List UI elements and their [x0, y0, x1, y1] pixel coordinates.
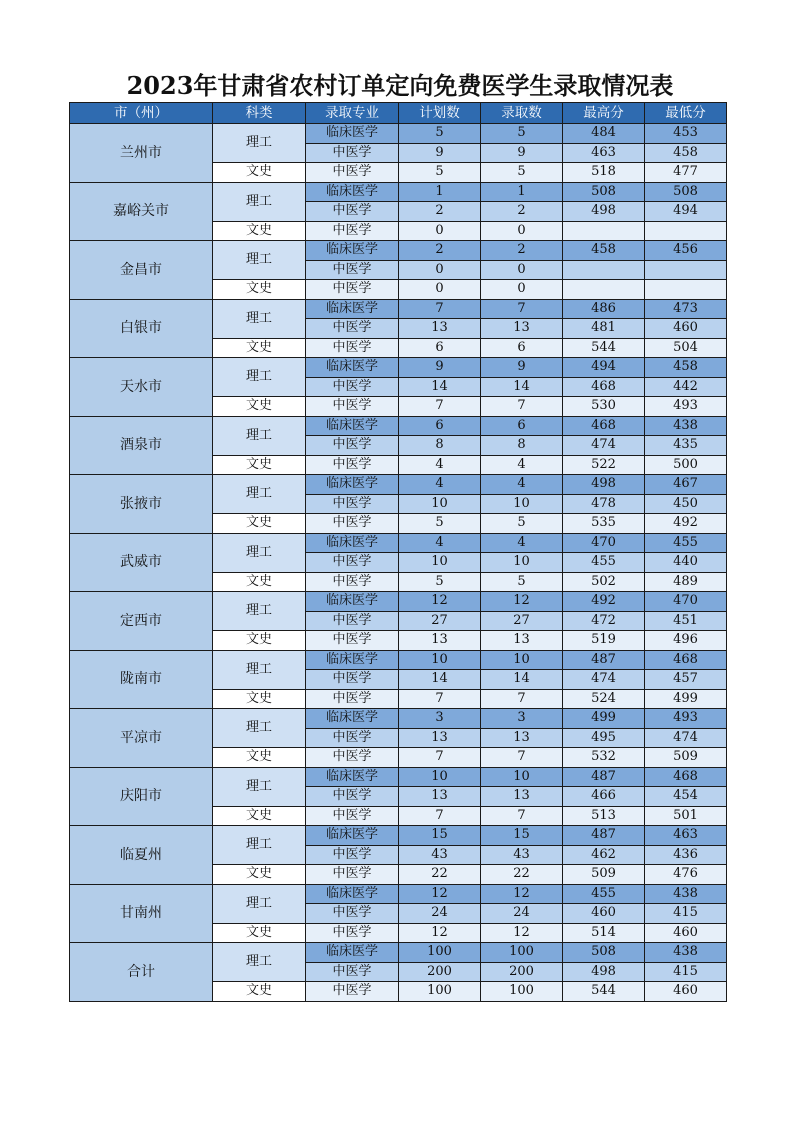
plan-count-cell: 0 [399, 221, 481, 241]
admit-count-cell: 13 [481, 319, 563, 339]
max-score-cell [563, 260, 645, 280]
max-score-cell: 455 [563, 884, 645, 904]
plan-count-cell: 5 [399, 163, 481, 183]
admit-count-cell: 9 [481, 358, 563, 378]
plan-count-cell: 24 [399, 904, 481, 924]
min-score-cell: 460 [645, 982, 727, 1002]
city-cell: 庆阳市 [70, 767, 213, 826]
major-cell: 中医学 [306, 923, 399, 943]
min-score-cell: 501 [645, 806, 727, 826]
min-score-cell: 467 [645, 475, 727, 495]
header-row [70, 103, 727, 124]
admit-count-cell: 1 [481, 182, 563, 202]
city-cell: 临夏州 [70, 826, 213, 885]
major-cell: 中医学 [306, 611, 399, 631]
major-cell: 中医学 [306, 514, 399, 534]
min-score-cell [645, 280, 727, 300]
admit-count-cell: 43 [481, 845, 563, 865]
subject-type-cell: 理工 [213, 533, 306, 572]
page-title: 2023年甘肃省农村订单定向免费医学生录取情况表 [126, 71, 674, 100]
major-cell: 临床医学 [306, 826, 399, 846]
admit-count-cell: 12 [481, 923, 563, 943]
major-cell: 中医学 [306, 670, 399, 690]
min-score-cell: 415 [645, 962, 727, 982]
plan-count-cell: 14 [399, 670, 481, 690]
admit-count-cell: 2 [481, 202, 563, 222]
admit-count-cell: 22 [481, 865, 563, 885]
admit-count-cell: 10 [481, 650, 563, 670]
city-cell: 合计 [70, 943, 213, 1002]
plan-count-cell: 27 [399, 611, 481, 631]
plan-count-cell: 2 [399, 241, 481, 261]
plan-count-cell: 2 [399, 202, 481, 222]
major-cell: 中医学 [306, 338, 399, 358]
major-cell: 中医学 [306, 728, 399, 748]
subject-type-cell: 文史 [213, 572, 306, 592]
plan-count-cell: 7 [399, 806, 481, 826]
plan-count-cell: 10 [399, 650, 481, 670]
plan-count-cell: 43 [399, 845, 481, 865]
admit-count-cell: 14 [481, 377, 563, 397]
table-row [70, 358, 727, 378]
admit-count-cell: 7 [481, 748, 563, 768]
max-score-cell: 487 [563, 767, 645, 787]
subject-type-cell: 文史 [213, 221, 306, 241]
max-score-cell: 502 [563, 572, 645, 592]
min-score-cell: 477 [645, 163, 727, 183]
city-cell: 甘南州 [70, 884, 213, 943]
max-score-cell: 462 [563, 845, 645, 865]
max-score-cell: 498 [563, 475, 645, 495]
min-score-cell [645, 260, 727, 280]
table-row [70, 124, 727, 144]
plan-count-cell: 9 [399, 358, 481, 378]
min-score-cell: 496 [645, 631, 727, 651]
admit-count-cell: 200 [481, 962, 563, 982]
table-row [70, 416, 727, 436]
plan-count-cell: 4 [399, 475, 481, 495]
city-cell: 张掖市 [70, 475, 213, 534]
min-score-cell: 460 [645, 923, 727, 943]
admit-count-cell: 0 [481, 280, 563, 300]
admit-count-cell: 4 [481, 455, 563, 475]
major-cell: 临床医学 [306, 475, 399, 495]
subject-type-cell: 理工 [213, 475, 306, 514]
admit-count-cell: 10 [481, 767, 563, 787]
plan-count-cell: 7 [399, 397, 481, 417]
admit-count-cell: 8 [481, 436, 563, 456]
min-score-cell: 489 [645, 572, 727, 592]
plan-count-cell: 15 [399, 826, 481, 846]
min-score-cell: 457 [645, 670, 727, 690]
max-score-cell: 514 [563, 923, 645, 943]
plan-count-cell: 4 [399, 455, 481, 475]
plan-count-cell: 7 [399, 299, 481, 319]
max-score-cell: 508 [563, 943, 645, 963]
max-score-cell: 544 [563, 338, 645, 358]
admit-count-cell: 5 [481, 163, 563, 183]
max-score-cell: 458 [563, 241, 645, 261]
major-cell: 临床医学 [306, 767, 399, 787]
min-score-cell: 504 [645, 338, 727, 358]
max-score-cell: 508 [563, 182, 645, 202]
plan-count-cell: 10 [399, 767, 481, 787]
min-score-cell: 492 [645, 514, 727, 534]
subject-type-cell: 文史 [213, 865, 306, 885]
max-score-cell: 487 [563, 650, 645, 670]
admit-count-cell: 4 [481, 475, 563, 495]
max-score-cell: 463 [563, 143, 645, 163]
max-score-cell: 481 [563, 319, 645, 339]
major-cell: 临床医学 [306, 124, 399, 144]
min-score-cell: 455 [645, 533, 727, 553]
subject-type-cell: 理工 [213, 182, 306, 221]
plan-count-cell: 12 [399, 592, 481, 612]
max-score-cell: 484 [563, 124, 645, 144]
max-score-cell: 544 [563, 982, 645, 1002]
min-score-cell: 438 [645, 943, 727, 963]
min-score-cell: 470 [645, 592, 727, 612]
admit-count-cell: 7 [481, 806, 563, 826]
city-cell: 嘉峪关市 [70, 182, 213, 241]
min-score-cell: 450 [645, 494, 727, 514]
plan-count-cell: 6 [399, 338, 481, 358]
subject-type-cell: 理工 [213, 124, 306, 163]
major-cell: 临床医学 [306, 592, 399, 612]
admit-count-cell: 6 [481, 338, 563, 358]
admit-count-cell: 0 [481, 221, 563, 241]
max-score-cell: 524 [563, 689, 645, 709]
header-plan: 计划数 [399, 103, 481, 124]
admit-count-cell: 15 [481, 826, 563, 846]
min-score-cell: 460 [645, 319, 727, 339]
plan-count-cell: 0 [399, 260, 481, 280]
plan-count-cell: 10 [399, 494, 481, 514]
plan-count-cell: 5 [399, 124, 481, 144]
major-cell: 中医学 [306, 163, 399, 183]
admit-count-cell: 10 [481, 494, 563, 514]
subject-type-cell: 理工 [213, 358, 306, 397]
min-score-cell: 458 [645, 358, 727, 378]
admission-table [69, 102, 727, 1002]
major-cell: 临床医学 [306, 533, 399, 553]
min-score-cell: 494 [645, 202, 727, 222]
city-cell: 定西市 [70, 592, 213, 651]
subject-type-cell: 文史 [213, 982, 306, 1002]
major-cell: 临床医学 [306, 416, 399, 436]
min-score-cell: 436 [645, 845, 727, 865]
header-min-score: 最低分 [645, 103, 727, 124]
subject-type-cell: 理工 [213, 650, 306, 689]
max-score-cell: 478 [563, 494, 645, 514]
plan-count-cell: 7 [399, 689, 481, 709]
min-score-cell: 438 [645, 416, 727, 436]
header-admit: 录取数 [481, 103, 563, 124]
major-cell: 中医学 [306, 260, 399, 280]
major-cell: 中医学 [306, 904, 399, 924]
major-cell: 中医学 [306, 280, 399, 300]
min-score-cell: 499 [645, 689, 727, 709]
subject-type-cell: 文史 [213, 631, 306, 651]
subject-type-cell: 理工 [213, 826, 306, 865]
min-score-cell: 451 [645, 611, 727, 631]
subject-type-cell: 文史 [213, 748, 306, 768]
min-score-cell: 442 [645, 377, 727, 397]
admit-count-cell: 24 [481, 904, 563, 924]
major-cell: 临床医学 [306, 241, 399, 261]
city-cell: 金昌市 [70, 241, 213, 300]
major-cell: 中医学 [306, 962, 399, 982]
plan-count-cell: 5 [399, 514, 481, 534]
major-cell: 中医学 [306, 143, 399, 163]
max-score-cell: 466 [563, 787, 645, 807]
admit-count-cell: 3 [481, 709, 563, 729]
city-cell: 平凉市 [70, 709, 213, 768]
max-score-cell: 495 [563, 728, 645, 748]
plan-count-cell: 5 [399, 572, 481, 592]
table-row [70, 709, 727, 729]
subject-type-cell: 文史 [213, 397, 306, 417]
min-score-cell: 456 [645, 241, 727, 261]
max-score-cell: 468 [563, 377, 645, 397]
admit-count-cell: 100 [481, 943, 563, 963]
major-cell: 中医学 [306, 455, 399, 475]
subject-type-cell: 理工 [213, 416, 306, 455]
min-score-cell: 468 [645, 650, 727, 670]
subject-type-cell: 理工 [213, 709, 306, 748]
min-score-cell: 474 [645, 728, 727, 748]
admit-count-cell: 12 [481, 884, 563, 904]
major-cell: 中医学 [306, 202, 399, 222]
min-score-cell: 473 [645, 299, 727, 319]
max-score-cell: 532 [563, 748, 645, 768]
city-cell: 天水市 [70, 358, 213, 417]
header-city: 市（州） [70, 103, 213, 124]
min-score-cell: 493 [645, 709, 727, 729]
max-score-cell: 468 [563, 416, 645, 436]
admit-count-cell: 5 [481, 514, 563, 534]
major-cell: 中医学 [306, 631, 399, 651]
min-score-cell: 493 [645, 397, 727, 417]
min-score-cell: 415 [645, 904, 727, 924]
major-cell: 中医学 [306, 436, 399, 456]
subject-type-cell: 理工 [213, 299, 306, 338]
subject-type-cell: 理工 [213, 884, 306, 923]
major-cell: 中医学 [306, 494, 399, 514]
major-cell: 中医学 [306, 221, 399, 241]
table-row [70, 241, 727, 261]
plan-count-cell: 13 [399, 631, 481, 651]
max-score-cell: 460 [563, 904, 645, 924]
city-cell: 兰州市 [70, 124, 213, 183]
header-type: 科类 [213, 103, 306, 124]
major-cell: 中医学 [306, 806, 399, 826]
min-score-cell: 435 [645, 436, 727, 456]
plan-count-cell: 9 [399, 143, 481, 163]
max-score-cell: 498 [563, 962, 645, 982]
max-score-cell: 518 [563, 163, 645, 183]
max-score-cell: 474 [563, 436, 645, 456]
admit-count-cell: 12 [481, 592, 563, 612]
admit-count-cell: 13 [481, 787, 563, 807]
max-score-cell: 513 [563, 806, 645, 826]
table-row [70, 650, 727, 670]
plan-count-cell: 6 [399, 416, 481, 436]
min-score-cell: 440 [645, 553, 727, 573]
major-cell: 临床医学 [306, 299, 399, 319]
city-cell: 武威市 [70, 533, 213, 592]
admit-count-cell: 7 [481, 397, 563, 417]
plan-count-cell: 7 [399, 748, 481, 768]
min-score-cell [645, 221, 727, 241]
major-cell: 中医学 [306, 865, 399, 885]
max-score-cell: 486 [563, 299, 645, 319]
major-cell: 中医学 [306, 377, 399, 397]
min-score-cell: 468 [645, 767, 727, 787]
plan-count-cell: 200 [399, 962, 481, 982]
admit-count-cell: 9 [481, 143, 563, 163]
subject-type-cell: 文史 [213, 806, 306, 826]
max-score-cell: 487 [563, 826, 645, 846]
plan-count-cell: 22 [399, 865, 481, 885]
table-row [70, 884, 727, 904]
subject-type-cell: 文史 [213, 455, 306, 475]
plan-count-cell: 12 [399, 884, 481, 904]
min-score-cell: 500 [645, 455, 727, 475]
major-cell: 中医学 [306, 845, 399, 865]
admit-count-cell: 13 [481, 631, 563, 651]
max-score-cell [563, 280, 645, 300]
max-score-cell: 474 [563, 670, 645, 690]
admit-count-cell: 10 [481, 553, 563, 573]
plan-count-cell: 14 [399, 377, 481, 397]
plan-count-cell: 100 [399, 943, 481, 963]
major-cell: 中医学 [306, 689, 399, 709]
plan-count-cell: 1 [399, 182, 481, 202]
min-score-cell: 476 [645, 865, 727, 885]
subject-type-cell: 文史 [213, 163, 306, 183]
major-cell: 中医学 [306, 748, 399, 768]
min-score-cell: 463 [645, 826, 727, 846]
major-cell: 临床医学 [306, 709, 399, 729]
city-cell: 陇南市 [70, 650, 213, 709]
plan-count-cell: 4 [399, 533, 481, 553]
plan-count-cell: 10 [399, 553, 481, 573]
table-row [70, 182, 727, 202]
subject-type-cell: 文史 [213, 338, 306, 358]
plan-count-cell: 100 [399, 982, 481, 1002]
admit-count-cell: 7 [481, 689, 563, 709]
admit-count-cell: 4 [481, 533, 563, 553]
subject-type-cell: 理工 [213, 767, 306, 806]
major-cell: 临床医学 [306, 943, 399, 963]
subject-type-cell: 理工 [213, 241, 306, 280]
min-score-cell: 509 [645, 748, 727, 768]
major-cell: 临床医学 [306, 182, 399, 202]
major-cell: 中医学 [306, 397, 399, 417]
table-row [70, 826, 727, 846]
max-score-cell [563, 221, 645, 241]
admit-count-cell: 0 [481, 260, 563, 280]
min-score-cell: 508 [645, 182, 727, 202]
header-major: 录取专业 [306, 103, 399, 124]
admit-count-cell: 13 [481, 728, 563, 748]
min-score-cell: 454 [645, 787, 727, 807]
admit-count-cell: 6 [481, 416, 563, 436]
max-score-cell: 498 [563, 202, 645, 222]
major-cell: 中医学 [306, 319, 399, 339]
table-row [70, 767, 727, 787]
min-score-cell: 438 [645, 884, 727, 904]
max-score-cell: 455 [563, 553, 645, 573]
admit-count-cell: 100 [481, 982, 563, 1002]
city-cell: 白银市 [70, 299, 213, 358]
major-cell: 中医学 [306, 982, 399, 1002]
table-row [70, 475, 727, 495]
max-score-cell: 535 [563, 514, 645, 534]
max-score-cell: 492 [563, 592, 645, 612]
table-row [70, 592, 727, 612]
major-cell: 中医学 [306, 572, 399, 592]
major-cell: 中医学 [306, 787, 399, 807]
admit-count-cell: 5 [481, 124, 563, 144]
subject-type-cell: 理工 [213, 943, 306, 982]
table-row [70, 299, 727, 319]
subject-type-cell: 理工 [213, 592, 306, 631]
max-score-cell: 494 [563, 358, 645, 378]
table-row [70, 943, 727, 963]
max-score-cell: 499 [563, 709, 645, 729]
admit-count-cell: 5 [481, 572, 563, 592]
max-score-cell: 472 [563, 611, 645, 631]
plan-count-cell: 0 [399, 280, 481, 300]
header-max-score: 最高分 [563, 103, 645, 124]
max-score-cell: 509 [563, 865, 645, 885]
admit-count-cell: 27 [481, 611, 563, 631]
max-score-cell: 470 [563, 533, 645, 553]
admit-count-cell: 14 [481, 670, 563, 690]
plan-count-cell: 12 [399, 923, 481, 943]
min-score-cell: 458 [645, 143, 727, 163]
subject-type-cell: 文史 [213, 280, 306, 300]
table-body [70, 124, 727, 1002]
major-cell: 临床医学 [306, 650, 399, 670]
plan-count-cell: 13 [399, 319, 481, 339]
max-score-cell: 519 [563, 631, 645, 651]
admit-count-cell: 2 [481, 241, 563, 261]
subject-type-cell: 文史 [213, 923, 306, 943]
subject-type-cell: 文史 [213, 689, 306, 709]
table-row [70, 533, 727, 553]
plan-count-cell: 8 [399, 436, 481, 456]
max-score-cell: 530 [563, 397, 645, 417]
plan-count-cell: 13 [399, 787, 481, 807]
major-cell: 临床医学 [306, 884, 399, 904]
subject-type-cell: 文史 [213, 514, 306, 534]
admit-count-cell: 7 [481, 299, 563, 319]
major-cell: 临床医学 [306, 358, 399, 378]
min-score-cell: 453 [645, 124, 727, 144]
max-score-cell: 522 [563, 455, 645, 475]
plan-count-cell: 13 [399, 728, 481, 748]
major-cell: 中医学 [306, 553, 399, 573]
city-cell: 酒泉市 [70, 416, 213, 475]
plan-count-cell: 3 [399, 709, 481, 729]
